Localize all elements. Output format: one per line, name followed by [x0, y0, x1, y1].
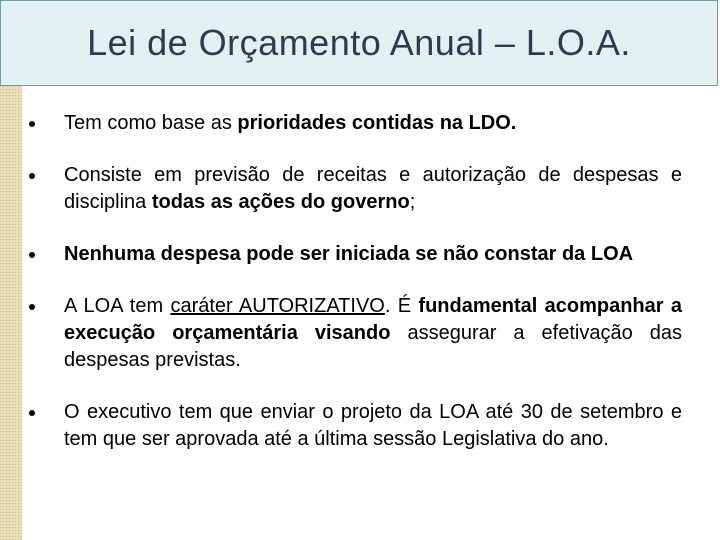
text-run-bold: Nenhuma despesa pode ser iniciada se não constar da LOA	[64, 243, 634, 265]
text-run: O executivo tem que enviar o projeto da LOA até 30 de setembro e tem que ser aprovada até a última sessão Legislativa do ano.	[64, 401, 682, 450]
text-run-bold: prioridades contidas na LDO.	[237, 112, 517, 134]
bullet-list	[26, 110, 682, 453]
text-run: . É	[384, 295, 419, 317]
bullet-dot-icon	[29, 304, 35, 310]
bullet-item-prazo-envio	[26, 399, 682, 453]
decorative-side-strip	[0, 86, 22, 540]
bullet-item-carater-autorizativo	[26, 293, 682, 374]
bullet-dot-icon	[29, 121, 35, 127]
bullet-dot-icon	[29, 410, 35, 416]
text-run-underline: caráter AUTORIZATIVO	[170, 295, 385, 317]
bullet-item-previsao-receitas	[26, 162, 682, 216]
text-run: A LOA tem	[64, 295, 171, 317]
text-run: Tem como base as	[64, 112, 238, 134]
bullet-dot-icon	[29, 173, 35, 179]
bullet-item-nenhuma-despesa	[26, 241, 682, 268]
text-run-bold: fundamental acompanhar a execução orçamentária visando	[64, 295, 682, 344]
slide-title: Lei de Orçamento Anual – L.O.A.	[87, 22, 631, 63]
bullet-item-prioridades	[26, 110, 682, 137]
text-run-bold: todas as ações do governo	[151, 191, 410, 213]
text-run: Consiste em previsão de receitas e autorização de despesas e disciplina	[64, 164, 682, 213]
text-run: assegurar a efetivação das despesas previstas.	[64, 322, 682, 371]
text-run: ;	[409, 191, 416, 213]
title-bar	[0, 0, 718, 86]
bullet-dot-icon	[29, 252, 35, 258]
